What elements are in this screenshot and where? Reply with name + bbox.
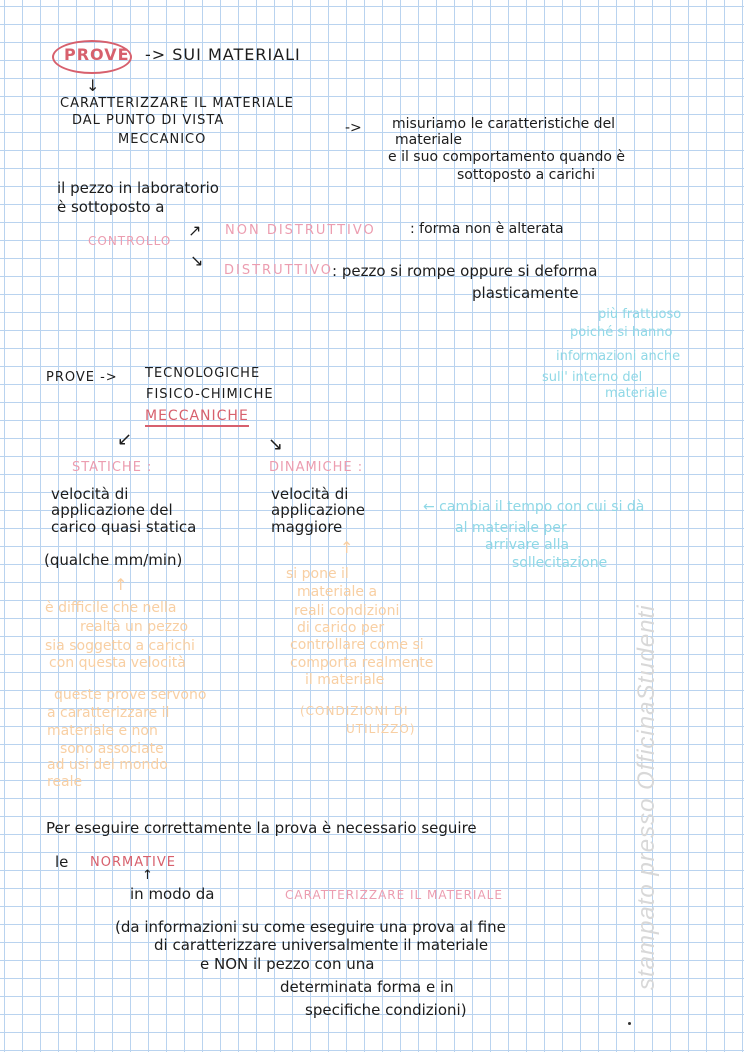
dinamiche-note8: (CONDIZIONI DI xyxy=(300,704,409,718)
caratterizzare-line2: DAL PUNTO DI VISTA xyxy=(72,113,225,128)
statiche-desc2: applicazione del xyxy=(51,501,173,519)
footer-paren3: e NON il pezzo con una xyxy=(200,955,375,973)
dinamiche-note7: il materiale xyxy=(305,672,385,688)
caratterizzare-line3: MECCANICO xyxy=(118,132,207,147)
down-left-arrow-icon: ↙ xyxy=(117,429,133,450)
side-note-5: materiale xyxy=(605,386,668,401)
side-note-2: poiché si hanno xyxy=(570,325,673,340)
prove-title: PROVE xyxy=(64,45,130,64)
tecnologiche: TECNOLOGICHE xyxy=(145,366,261,381)
caratterizzare-line1: CARATTERIZZARE IL MATERIALE xyxy=(60,96,294,111)
down-arrow-icon: ↓ xyxy=(86,76,100,95)
footer-paren1: (da informazioni su come eseguire una prova al fine xyxy=(115,918,506,936)
right-arrow: -> xyxy=(345,120,362,136)
statiche-desc3: carico quasi statica xyxy=(51,518,197,536)
cambia-tempo-1: ← cambia il tempo con cui si dà xyxy=(423,499,645,515)
dinamiche-desc3: maggiore xyxy=(271,518,343,536)
fisico-chimiche: FISICO-CHIMICHE xyxy=(146,387,274,402)
statiche-note8: sono associate xyxy=(60,741,164,757)
misuriamo-line1: misuriamo le caratteristiche del xyxy=(392,116,616,132)
up-arrow-icon: ↑ xyxy=(142,868,153,883)
sottoposto-a: è sottoposto a xyxy=(57,198,165,216)
dinamiche-note1: si pone il xyxy=(286,566,349,582)
statiche-note5: queste prove servono xyxy=(54,687,207,703)
non-distruttivo: NON DISTRUTTIVO xyxy=(225,223,376,238)
side-note-4: sull' interno del xyxy=(542,370,643,385)
dinamiche-note3: reali condizioni xyxy=(294,603,400,619)
footer-in-modo-da: in modo da xyxy=(130,885,215,903)
statiche-note2: realtà un pezzo xyxy=(80,619,189,635)
normative: NORMATIVE xyxy=(90,855,176,870)
statiche-note7: materiale e non xyxy=(47,723,158,739)
dinamiche-note9: UTILIZZO) xyxy=(346,722,416,736)
dinamiche-note4: di carico per xyxy=(297,620,385,636)
statiche-title: STATICHE : xyxy=(72,460,153,475)
statiche-desc4: (qualche mm/min) xyxy=(44,551,183,569)
statiche-note9: ad usi del mondo xyxy=(47,757,168,773)
statiche-note10: reale xyxy=(47,774,83,790)
footer-le: le xyxy=(55,853,69,871)
footer-paren5: specifiche condizioni) xyxy=(305,1001,467,1019)
statiche-note4: con questa velocità xyxy=(49,655,186,671)
cambia-tempo-2: al materiale per xyxy=(455,520,567,536)
statiche-note3: sia soggetto a carichi xyxy=(45,638,195,654)
down-right-arrow-icon-2: ↘ xyxy=(268,434,284,455)
up-arrow-icon-orange-2: ↑ xyxy=(340,538,354,557)
cambia-tempo-3: arrivare alla xyxy=(485,537,570,553)
up-right-arrow-icon: ↗ xyxy=(188,221,202,240)
non-distruttivo-desc: : forma non è alterata xyxy=(410,221,564,237)
statiche-desc1: velocità di xyxy=(51,485,129,503)
dinamiche-desc2: applicazione xyxy=(271,501,365,519)
dinamiche-title: DINAMICHE : xyxy=(269,460,364,475)
distruttivo-desc2: plasticamente xyxy=(472,284,579,302)
footer-line1: Per eseguire correttamente la prova è necessario seguire xyxy=(46,819,477,837)
misuriamo-line3: e il suo comportamento quando è xyxy=(388,149,626,165)
side-note-3: informazioni anche xyxy=(556,349,681,364)
footer-paren2: di caratterizzare universalmente il materiale xyxy=(154,936,489,954)
distruttivo-desc1: : pezzo si rompe oppure si deforma xyxy=(332,262,598,280)
meccaniche: MECCANICHE xyxy=(145,409,249,427)
dinamiche-desc1: velocità di xyxy=(271,485,349,503)
pezzo-laboratorio: il pezzo in laboratorio xyxy=(57,179,219,197)
side-note-1: più frattuoso xyxy=(598,307,682,322)
dinamiche-note5: controllare come si xyxy=(290,637,424,653)
dinamiche-note6: comporta realmente xyxy=(290,655,434,671)
misuriamo-line4: sottoposto a carichi xyxy=(457,167,596,183)
misuriamo-line2: materiale xyxy=(395,132,463,148)
up-arrow-icon-orange: ↑ xyxy=(114,575,128,594)
cambia-tempo-4: sollecitazione xyxy=(512,555,608,571)
sui-materiali: -> SUI MATERIALI xyxy=(145,45,301,64)
controllo-label: CONTROLLO xyxy=(88,234,172,248)
dinamiche-note2: materiale a xyxy=(297,584,378,600)
distruttivo: DISTRUTTIVO xyxy=(224,263,333,278)
watermark: stampato presso OfficinaStudenti xyxy=(633,604,660,990)
footer-paren4: determinata forma e in xyxy=(280,978,454,996)
prove-types-label: PROVE -> xyxy=(46,370,118,385)
footer-caratterizzare: CARATTERIZZARE IL MATERIALE xyxy=(285,888,503,902)
statiche-note1: è difficile che nella xyxy=(45,600,177,616)
down-right-arrow-icon: ↘ xyxy=(190,251,204,270)
pen-dot xyxy=(628,1022,631,1025)
statiche-note6: a caratterizzare il xyxy=(47,705,170,721)
